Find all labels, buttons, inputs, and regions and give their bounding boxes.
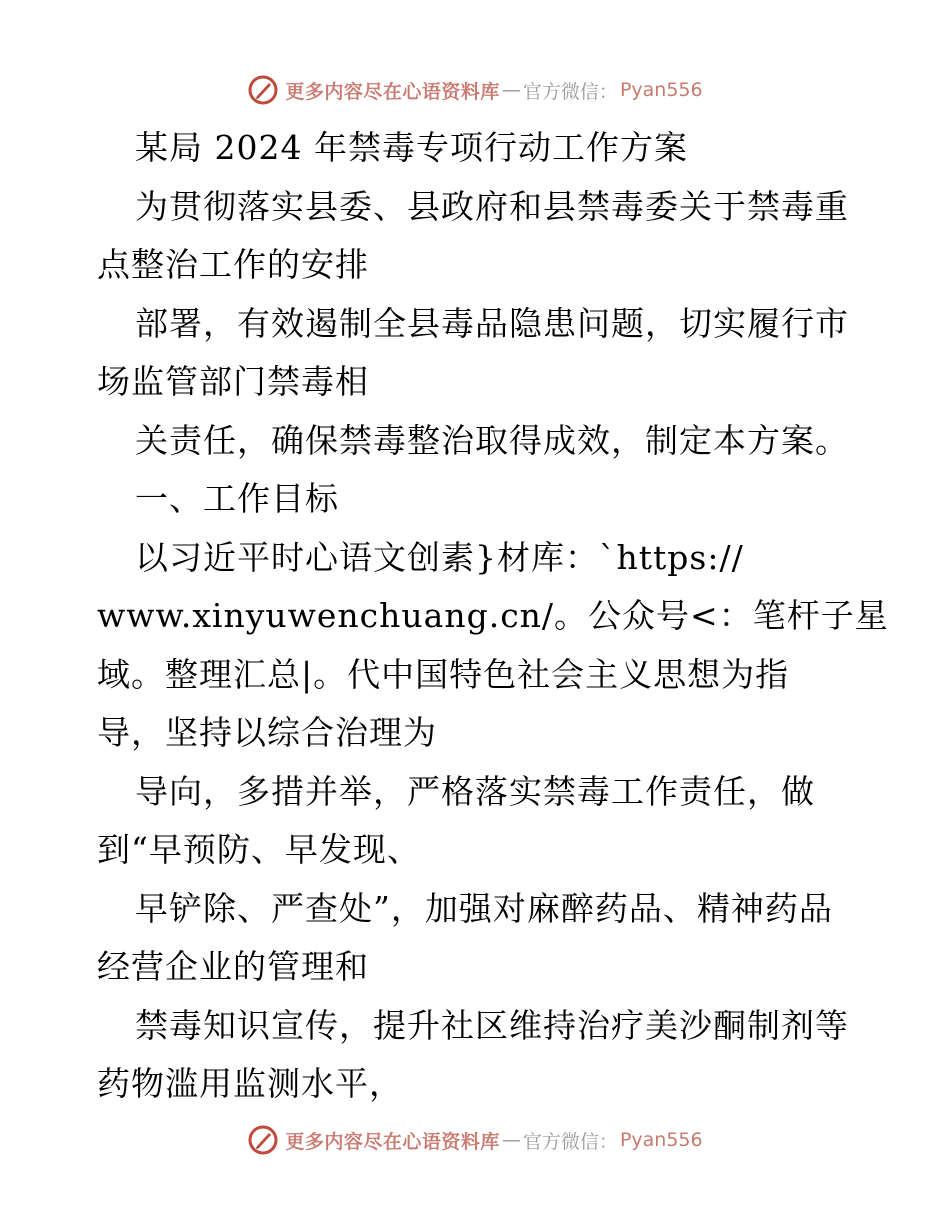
paragraph-line: 部署，有效遏制全县毒品隐患问题，切实履行市 [135,303,849,343]
section-heading: 一、工作目标 [135,479,339,518]
pen-logo-icon [247,1124,279,1156]
paragraph-line: 导向，多措并举，严格落实禁毒工作责任，做 [135,771,815,811]
paragraph-line: www.xinyuwenchuang.cn/。公众号<：笔杆子星 [97,596,889,635]
paragraph-line: 点整治工作的安排 [97,245,369,284]
paragraph-line: 关责任，确保禁毒整治取得成效，制定本方案。 [135,420,849,460]
footer-separator: — [501,1129,521,1151]
document-title: 某局 2024 年禁毒专项行动工作方案 [135,128,688,167]
footer-banner [0,1120,950,1160]
header-wechat-id: Pyan556 [619,79,703,101]
pen-logo-icon [247,74,279,106]
footer-wechat-id: Pyan556 [619,1129,703,1151]
paragraph-line: 域。整理汇总|。代中国特色社会主义思想为指 [97,654,790,694]
paragraph-line: 导，坚持以综合治理为 [97,713,437,752]
paragraph-line: 禁毒知识宣传，提升社区维持治疗美沙酮制剂等 [135,1005,849,1045]
paragraph-line: 以习近平时心语文创素}材库：`https:// [135,537,744,577]
header-separator: — [501,79,521,101]
paragraph-line: 为贯彻落实县委、县政府和县禁毒委关于禁毒重 [135,186,849,226]
header-banner [0,70,950,110]
footer-promo-text: 更多内容尽在心语资料库 [285,1130,500,1153]
header-official-label: 官方微信： [522,80,618,103]
paragraph-line: 药物滥用监测水平， [97,1064,403,1103]
paragraph-line: 经营企业的管理和 [97,947,369,986]
document-body [97,119,889,1114]
header-promo-text: 更多内容尽在心语资料库 [285,80,500,103]
footer-official-label: 官方微信： [522,1130,618,1153]
paragraph-line: 早铲除、严查处”，加强对麻醉药品、精神药品 [135,888,833,928]
paragraph-line: 到“早预防、早发现、 [97,830,421,869]
paragraph-line: 场监管部门禁毒相 [97,362,369,401]
